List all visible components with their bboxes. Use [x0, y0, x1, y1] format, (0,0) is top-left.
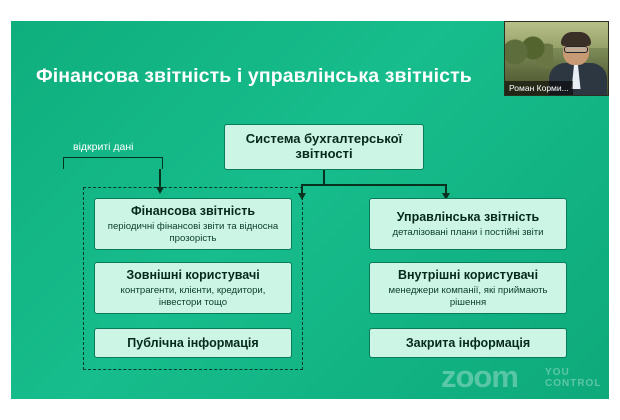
- node-accounting-system-title: Система бухгалтерської звітності: [245, 131, 403, 161]
- youcontrol-watermark: [545, 368, 601, 389]
- open-data-bracket: [63, 157, 163, 169]
- glasses-icon: [564, 46, 588, 53]
- node-management-reporting-subtitle: деталізовані плани і постійні звіти: [392, 226, 544, 238]
- slide-title: Фінансова звітність і управлінська звітність: [36, 65, 472, 87]
- arrow-to-left-column: [298, 193, 306, 200]
- video-background-trees: [505, 34, 553, 74]
- node-management-reporting-title: Управлінська звітність: [396, 209, 540, 224]
- node-external-users-subtitle: контрагенти, клієнти, кредитори, інвестори тощо: [120, 285, 266, 308]
- node-internal-users-subtitle: менеджери компанії, які приймають рішення: [388, 285, 548, 308]
- zoom-watermark: zoom: [441, 359, 518, 394]
- node-closed-information: [369, 328, 567, 358]
- participant-name-label: Роман Корми...: [505, 81, 573, 95]
- youcontrol-watermark-line1: YOU: [545, 367, 570, 378]
- node-management-reporting: [369, 198, 567, 250]
- connector-bracket-vertical: [159, 169, 161, 189]
- youcontrol-watermark-line2: CONTROL: [545, 377, 602, 389]
- node-accounting-system: [224, 124, 424, 170]
- node-closed-information-title: Закрита інформація: [405, 335, 531, 350]
- node-external-users-title: Зовнішні користувачі: [126, 267, 260, 282]
- node-internal-users: [369, 262, 567, 314]
- participant-video-tile[interactable]: [504, 21, 609, 96]
- participant-hair: [561, 32, 591, 46]
- open-data-label: відкриті дані: [73, 141, 134, 153]
- connector-horizontal: [301, 184, 446, 186]
- node-public-information-title: Публічна інформація: [127, 335, 259, 350]
- node-financial-reporting-title: Фінансова звітність: [131, 203, 255, 218]
- node-internal-users-title: Внутрішні користувачі: [397, 267, 539, 282]
- node-public-information: [94, 328, 292, 358]
- node-financial-reporting-subtitle: періодичні фінансові звіти та відносна прозорість: [107, 221, 279, 244]
- node-financial-reporting: [94, 198, 292, 250]
- connector-top-stub: [323, 170, 325, 185]
- node-external-users: [94, 262, 292, 314]
